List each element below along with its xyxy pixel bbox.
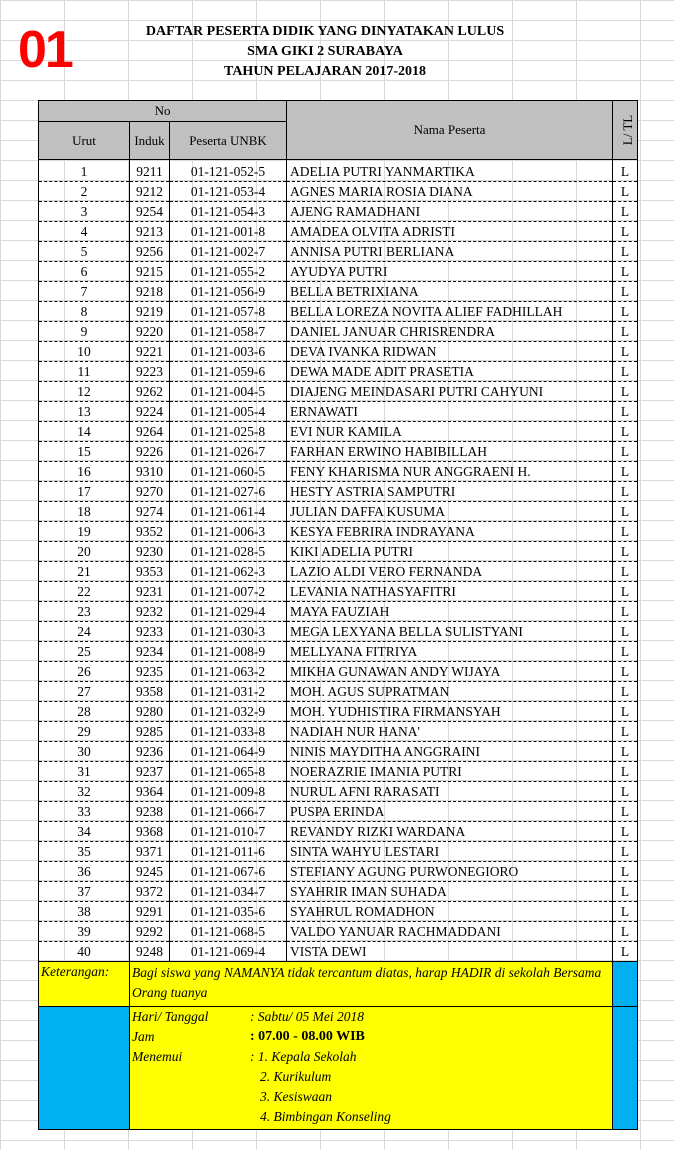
cell-status: L: [613, 782, 638, 802]
cell-peserta-unbk: 01-121-062-3: [170, 562, 287, 582]
cell-nama-peserta: AJENG RAMADHANI: [287, 202, 613, 222]
cell-induk: 9292: [130, 922, 170, 942]
cell-nama-peserta: LAZIO ALDI VERO FERNANDA: [287, 562, 613, 582]
table-row: [39, 622, 638, 642]
cell-status: L: [613, 822, 638, 842]
cell-induk: 9364: [130, 782, 170, 802]
cell-status: L: [613, 522, 638, 542]
cell-nama-peserta: ADELIA PUTRI YANMARTIKA: [287, 162, 613, 182]
cell-status: L: [613, 222, 638, 242]
cell-urut: 34: [39, 822, 130, 842]
cell-urut: 16: [39, 462, 130, 482]
cell-status: L: [613, 642, 638, 662]
keterangan-blue-cell: [613, 962, 638, 1007]
header-peserta-unbk: Peserta UNBK: [170, 122, 287, 160]
cell-status: L: [613, 302, 638, 322]
cell-nama-peserta: VISTA DEWI: [287, 942, 613, 962]
graduation-table: [38, 100, 638, 1130]
cell-status: L: [613, 342, 638, 362]
cell-status: L: [613, 422, 638, 442]
cell-induk: 9291: [130, 902, 170, 922]
schedule-blue-cell-right: [613, 1007, 638, 1130]
cell-nama-peserta: SYAHRUL ROMADHON: [287, 902, 613, 922]
cell-status: L: [613, 742, 638, 762]
cell-induk: 9238: [130, 802, 170, 822]
document-title: [60, 22, 590, 82]
cell-induk: 9231: [130, 582, 170, 602]
cell-induk: 9270: [130, 482, 170, 502]
cell-peserta-unbk: 01-121-055-2: [170, 262, 287, 282]
cell-urut: 22: [39, 582, 130, 602]
cell-induk: 9248: [130, 942, 170, 962]
cell-induk: 9233: [130, 622, 170, 642]
schedule-menemui-label: Menemui: [132, 1049, 183, 1064]
schedule-hari-value: : Sabtu/ 05 Mei 2018: [250, 1009, 364, 1024]
table-row: [39, 582, 638, 602]
cell-nama-peserta: PUSPA ERINDA: [287, 802, 613, 822]
table-row: [39, 162, 638, 182]
cell-urut: 5: [39, 242, 130, 262]
cell-peserta-unbk: 01-121-029-4: [170, 602, 287, 622]
cell-status: L: [613, 382, 638, 402]
table-row: [39, 902, 638, 922]
header-induk: Induk: [130, 122, 170, 160]
cell-induk: 9235: [130, 662, 170, 682]
cell-urut: 31: [39, 762, 130, 782]
table-row: [39, 322, 638, 342]
header-status: [613, 101, 638, 160]
cell-nama-peserta: DEWA MADE ADIT PRASETIA: [287, 362, 613, 382]
table-row: [39, 462, 638, 482]
table-row: [39, 362, 638, 382]
cell-induk: 9372: [130, 882, 170, 902]
cell-peserta-unbk: 01-121-053-4: [170, 182, 287, 202]
cell-peserta-unbk: 01-121-034-7: [170, 882, 287, 902]
cell-urut: 1: [39, 162, 130, 182]
cell-nama-peserta: MELLYANA FITRIYA: [287, 642, 613, 662]
cell-peserta-unbk: 01-121-010-7: [170, 822, 287, 842]
table-row: [39, 842, 638, 862]
cell-nama-peserta: HESTY ASTRIA SAMPUTRI: [287, 482, 613, 502]
cell-induk: 9262: [130, 382, 170, 402]
cell-nama-peserta: STEFIANY AGUNG PURWONEGIORO: [287, 862, 613, 882]
table-row: [39, 342, 638, 362]
table-row: [39, 422, 638, 442]
cell-nama-peserta: BELLA BETRIXIANA: [287, 282, 613, 302]
cell-peserta-unbk: 01-121-035-6: [170, 902, 287, 922]
cell-nama-peserta: DIAJENG MEINDASARI PUTRI CAHYUNI: [287, 382, 613, 402]
cell-urut: 3: [39, 202, 130, 222]
schedule-row: [39, 1007, 638, 1130]
cell-peserta-unbk: 01-121-009-8: [170, 782, 287, 802]
table-row: [39, 302, 638, 322]
cell-urut: 27: [39, 682, 130, 702]
cell-nama-peserta: AMADEA OLVITA ADRISTI: [287, 222, 613, 242]
cell-nama-peserta: MOH. AGUS SUPRATMAN: [287, 682, 613, 702]
table-row: [39, 722, 638, 742]
cell-peserta-unbk: 01-121-011-6: [170, 842, 287, 862]
table-row: [39, 402, 638, 422]
cell-peserta-unbk: 01-121-033-8: [170, 722, 287, 742]
schedule-item-3: 3. Kesiswaan: [260, 1089, 333, 1104]
cell-nama-peserta: NINIS MAYDITHA ANGGRAINI: [287, 742, 613, 762]
cell-peserta-unbk: 01-121-061-4: [170, 502, 287, 522]
table-row: [39, 522, 638, 542]
cell-induk: 9245: [130, 862, 170, 882]
cell-status: L: [613, 862, 638, 882]
cell-induk: 9220: [130, 322, 170, 342]
cell-peserta-unbk: 01-121-006-3: [170, 522, 287, 542]
cell-status: L: [613, 842, 638, 862]
table-row: [39, 942, 638, 962]
schedule-hari-label: Hari/ Tanggal: [132, 1009, 209, 1024]
cell-urut: 9: [39, 322, 130, 342]
cell-urut: 6: [39, 262, 130, 282]
cell-status: L: [613, 622, 638, 642]
title-line-2: SMA GIKI 2 SURABAYA: [247, 44, 403, 59]
cell-peserta-unbk: 01-121-028-5: [170, 542, 287, 562]
cell-peserta-unbk: 01-121-005-4: [170, 402, 287, 422]
table-row: [39, 242, 638, 262]
cell-peserta-unbk: 01-121-056-9: [170, 282, 287, 302]
cell-urut: 17: [39, 482, 130, 502]
cell-induk: 9236: [130, 742, 170, 762]
schedule-blue-cell: [39, 1007, 130, 1130]
cell-induk: 9223: [130, 362, 170, 382]
cell-status: L: [613, 942, 638, 962]
cell-nama-peserta: KIKI ADELIA PUTRI: [287, 542, 613, 562]
cell-nama-peserta: NADIAH NUR HANA': [287, 722, 613, 742]
cell-urut: 24: [39, 622, 130, 642]
cell-induk: 9280: [130, 702, 170, 722]
keterangan-text: Bagi siswa yang NAMANYA tidak tercantum diatas, harap HADIR di sekolah Bersama Orang tuanya: [130, 962, 613, 1007]
cell-induk: 9226: [130, 442, 170, 462]
cell-nama-peserta: FARHAN ERWINO HABIBILLAH: [287, 442, 613, 462]
cell-nama-peserta: FENY KHARISMA NUR ANGGRAENI H.: [287, 462, 613, 482]
cell-status: L: [613, 242, 638, 262]
cell-induk: 9368: [130, 822, 170, 842]
title-line-3: TAHUN PELAJARAN 2017-2018: [224, 64, 426, 79]
cell-status: L: [613, 882, 638, 902]
schedule-item-1: : 1. Kepala Sekolah: [250, 1049, 357, 1064]
schedule-info: [130, 1007, 613, 1130]
cell-peserta-unbk: 01-121-007-2: [170, 582, 287, 602]
cell-peserta-unbk: 01-121-003-6: [170, 342, 287, 362]
cell-induk: 9256: [130, 242, 170, 262]
cell-peserta-unbk: 01-121-002-7: [170, 242, 287, 262]
cell-status: L: [613, 542, 638, 562]
cell-nama-peserta: DANIEL JANUAR CHRISRENDRA: [287, 322, 613, 342]
cell-status: L: [613, 722, 638, 742]
table-row: [39, 202, 638, 222]
cell-induk: 9254: [130, 202, 170, 222]
cell-peserta-unbk: 01-121-025-8: [170, 422, 287, 442]
cell-status: L: [613, 162, 638, 182]
cell-urut: 8: [39, 302, 130, 322]
cell-induk: 9264: [130, 422, 170, 442]
table-row: [39, 862, 638, 882]
cell-urut: 18: [39, 502, 130, 522]
cell-urut: 28: [39, 702, 130, 722]
cell-urut: 25: [39, 642, 130, 662]
table-row: [39, 282, 638, 302]
table-row: [39, 182, 638, 202]
cell-nama-peserta: JULIAN DAFFA KUSUMA: [287, 502, 613, 522]
cell-urut: 39: [39, 922, 130, 942]
cell-status: L: [613, 442, 638, 462]
table-row: [39, 822, 638, 842]
cell-nama-peserta: ERNAWATI: [287, 402, 613, 422]
table-row: [39, 542, 638, 562]
header-status-label: L/ TL: [620, 114, 636, 146]
cell-urut: 26: [39, 662, 130, 682]
header-nama-peserta: Nama Peserta: [287, 101, 613, 160]
table-row: [39, 482, 638, 502]
table-row: [39, 922, 638, 942]
cell-induk: 9237: [130, 762, 170, 782]
cell-status: L: [613, 562, 638, 582]
table-row: [39, 222, 638, 242]
cell-peserta-unbk: 01-121-067-6: [170, 862, 287, 882]
cell-status: L: [613, 802, 638, 822]
cell-induk: 9234: [130, 642, 170, 662]
cell-nama-peserta: NURUL AFNI RARASATI: [287, 782, 613, 802]
cell-status: L: [613, 402, 638, 422]
cell-nama-peserta: NOERAZRIE IMANIA PUTRI: [287, 762, 613, 782]
cell-induk: 9358: [130, 682, 170, 702]
cell-status: L: [613, 322, 638, 342]
cell-urut: 13: [39, 402, 130, 422]
cell-induk: 9221: [130, 342, 170, 362]
cell-nama-peserta: VALDO YANUAR RACHMADDANI: [287, 922, 613, 942]
cell-status: L: [613, 462, 638, 482]
cell-urut: 12: [39, 382, 130, 402]
cell-urut: 29: [39, 722, 130, 742]
cell-nama-peserta: KESYA FEBRIRA INDRAYANA: [287, 522, 613, 542]
cell-status: L: [613, 922, 638, 942]
keterangan-label: Keterangan:: [39, 962, 130, 1007]
cell-induk: 9218: [130, 282, 170, 302]
cell-urut: 38: [39, 902, 130, 922]
student-rows: [39, 162, 638, 962]
cell-urut: 35: [39, 842, 130, 862]
cell-status: L: [613, 702, 638, 722]
cell-peserta-unbk: 01-121-032-9: [170, 702, 287, 722]
cell-nama-peserta: BELLA LOREZA NOVITA ALIEF FADHILLAH: [287, 302, 613, 322]
cell-nama-peserta: DEVA IVANKA RIDWAN: [287, 342, 613, 362]
cell-induk: 9232: [130, 602, 170, 622]
cell-status: L: [613, 282, 638, 302]
cell-status: L: [613, 582, 638, 602]
cell-urut: 21: [39, 562, 130, 582]
table-row: [39, 602, 638, 622]
schedule-jam-value: : 07.00 - 08.00 WIB: [250, 1029, 365, 1044]
cell-urut: 10: [39, 342, 130, 362]
table-row: [39, 742, 638, 762]
cell-induk: 9224: [130, 402, 170, 422]
schedule-item-4: 4. Bimbingan Konseling: [260, 1109, 391, 1124]
cell-peserta-unbk: 01-121-030-3: [170, 622, 287, 642]
document-number-badge: 01: [18, 21, 72, 79]
header-urut: Urut: [39, 122, 130, 160]
cell-induk: 9215: [130, 262, 170, 282]
cell-urut: 7: [39, 282, 130, 302]
table-row: [39, 382, 638, 402]
cell-nama-peserta: AGNES MARIA ROSIA DIANA: [287, 182, 613, 202]
cell-nama-peserta: SINTA WAHYU LESTARI: [287, 842, 613, 862]
cell-urut: 37: [39, 882, 130, 902]
cell-peserta-unbk: 01-121-026-7: [170, 442, 287, 462]
schedule-item-2: 2. Kurikulum: [260, 1069, 332, 1084]
cell-peserta-unbk: 01-121-027-6: [170, 482, 287, 502]
table-row: [39, 782, 638, 802]
cell-urut: 30: [39, 742, 130, 762]
cell-status: L: [613, 662, 638, 682]
cell-urut: 23: [39, 602, 130, 622]
cell-status: L: [613, 502, 638, 522]
cell-induk: 9212: [130, 182, 170, 202]
cell-nama-peserta: SYAHRIR IMAN SUHADA: [287, 882, 613, 902]
cell-nama-peserta: EVI NUR KAMILA: [287, 422, 613, 442]
cell-status: L: [613, 482, 638, 502]
cell-peserta-unbk: 01-121-069-4: [170, 942, 287, 962]
cell-peserta-unbk: 01-121-004-5: [170, 382, 287, 402]
cell-induk: 9219: [130, 302, 170, 322]
table-row: [39, 442, 638, 462]
cell-nama-peserta: ANNISA PUTRI BERLIANA: [287, 242, 613, 262]
cell-urut: 19: [39, 522, 130, 542]
cell-peserta-unbk: 01-121-059-6: [170, 362, 287, 382]
cell-status: L: [613, 762, 638, 782]
cell-peserta-unbk: 01-121-058-7: [170, 322, 287, 342]
table-row: [39, 802, 638, 822]
cell-peserta-unbk: 01-121-054-3: [170, 202, 287, 222]
table-row: [39, 502, 638, 522]
cell-nama-peserta: REVANDY RIZKI WARDANA: [287, 822, 613, 842]
cell-urut: 40: [39, 942, 130, 962]
keterangan-row: [39, 962, 638, 1007]
cell-induk: 9285: [130, 722, 170, 742]
cell-urut: 32: [39, 782, 130, 802]
cell-induk: 9353: [130, 562, 170, 582]
cell-urut: 14: [39, 422, 130, 442]
table-row: [39, 562, 638, 582]
cell-induk: 9274: [130, 502, 170, 522]
cell-urut: 20: [39, 542, 130, 562]
cell-peserta-unbk: 01-121-001-8: [170, 222, 287, 242]
cell-induk: 9213: [130, 222, 170, 242]
cell-peserta-unbk: 01-121-060-5: [170, 462, 287, 482]
cell-status: L: [613, 682, 638, 702]
cell-peserta-unbk: 01-121-064-9: [170, 742, 287, 762]
cell-urut: 2: [39, 182, 130, 202]
cell-status: L: [613, 902, 638, 922]
table-row: [39, 642, 638, 662]
cell-nama-peserta: MOH. YUDHISTIRA FIRMANSYAH: [287, 702, 613, 722]
table-row: [39, 682, 638, 702]
cell-peserta-unbk: 01-121-057-8: [170, 302, 287, 322]
cell-status: L: [613, 202, 638, 222]
schedule-jam-label: Jam: [132, 1029, 155, 1044]
cell-nama-peserta: LEVANIA NATHASYAFITRI: [287, 582, 613, 602]
cell-status: L: [613, 362, 638, 382]
cell-induk: 9352: [130, 522, 170, 542]
cell-induk: 9230: [130, 542, 170, 562]
title-line-1: DAFTAR PESERTA DIDIK YANG DINYATAKAN LULUS: [145, 24, 505, 39]
cell-induk: 9211: [130, 162, 170, 182]
table-row: [39, 262, 638, 282]
cell-peserta-unbk: 01-121-052-5: [170, 162, 287, 182]
table-row: [39, 662, 638, 682]
cell-urut: 36: [39, 862, 130, 882]
cell-induk: 9310: [130, 462, 170, 482]
cell-peserta-unbk: 01-121-068-5: [170, 922, 287, 942]
table-row: [39, 882, 638, 902]
cell-peserta-unbk: 01-121-066-7: [170, 802, 287, 822]
cell-peserta-unbk: 01-121-008-9: [170, 642, 287, 662]
cell-nama-peserta: MAYA FAUZIAH: [287, 602, 613, 622]
cell-urut: 33: [39, 802, 130, 822]
cell-status: L: [613, 602, 638, 622]
cell-urut: 4: [39, 222, 130, 242]
cell-peserta-unbk: 01-121-031-2: [170, 682, 287, 702]
table-row: [39, 702, 638, 722]
cell-peserta-unbk: 01-121-065-8: [170, 762, 287, 782]
cell-nama-peserta: MEGA LEXYANA BELLA SULISTYANI: [287, 622, 613, 642]
cell-status: L: [613, 262, 638, 282]
header-no: No: [39, 101, 287, 122]
cell-nama-peserta: MIKHA GUNAWAN ANDY WIJAYA: [287, 662, 613, 682]
cell-nama-peserta: AYUDYA PUTRI: [287, 262, 613, 282]
table-row: [39, 762, 638, 782]
cell-status: L: [613, 182, 638, 202]
cell-induk: 9371: [130, 842, 170, 862]
cell-urut: 11: [39, 362, 130, 382]
cell-urut: 15: [39, 442, 130, 462]
cell-peserta-unbk: 01-121-063-2: [170, 662, 287, 682]
